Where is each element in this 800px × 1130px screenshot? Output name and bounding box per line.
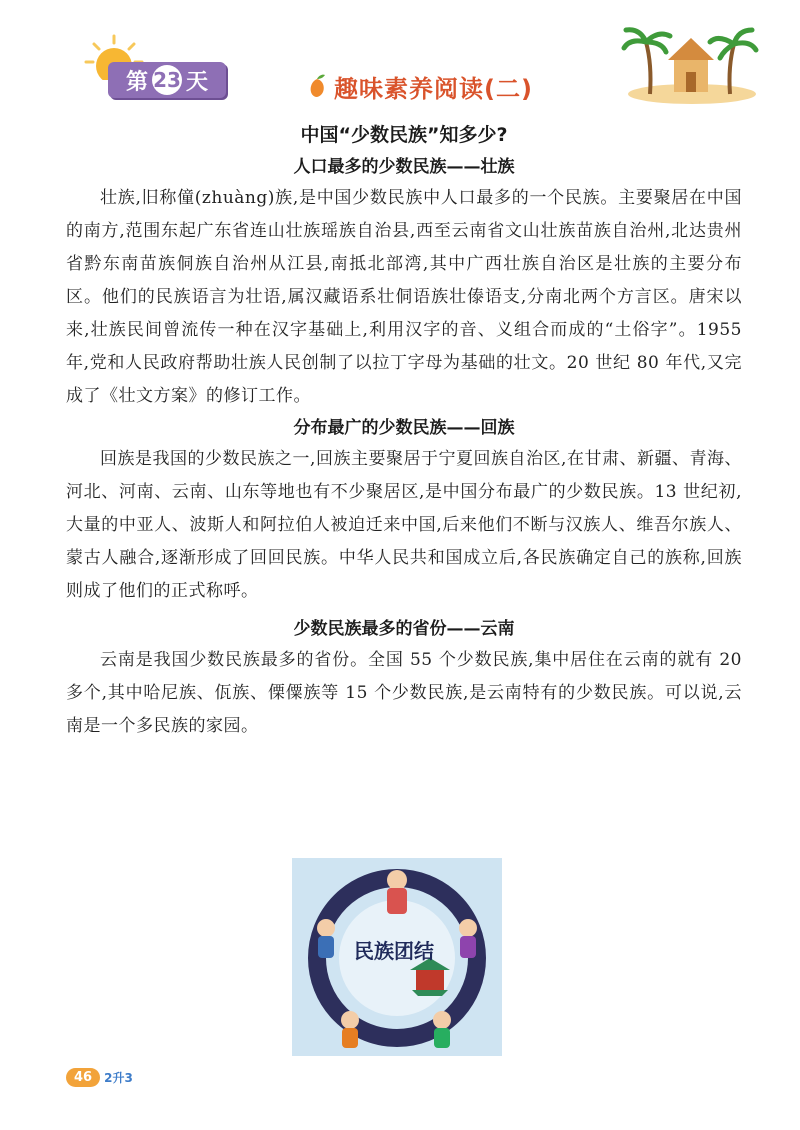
section-paragraph: 回族是我国的少数民族之一,回族主要聚居于宁夏回族自治区,在甘肃、新疆、青海、河北、河南、云南、山东等地也有不少聚居区,是中国分布最广的少数民族。13 世纪初,大量的中亚人、波斯人和阿拉伯人被迫迁来中国,后来他们不断与汉族人、维吾尔族人、蒙古人融合,逐渐形成了回回民族。中华人民共和国成立后,各民族确定自己的族称,回族则成了他们的正式称呼。: [66, 449, 742, 601]
page-number: 46: [66, 1068, 100, 1087]
day-suffix: 天: [186, 69, 209, 95]
day-label: [108, 62, 226, 98]
page-footer: [66, 1068, 133, 1087]
section-paragraph: 壮族,旧称僮(zhuàng)族,是中国少数民族中人口最多的一个民族。主要聚居在中国的南方,范围东起广东省连山壮族瑶族自治县,西至云南省文山壮族苗族自治州,北达贵州省黔东南苗族侗族自治州从江县,南抵北部湾,其中广西壮族自治区是壮族的主要分布区。他们的民族语言为壮语,属汉藏语系壮侗语族壮傣语支,分南北两个方言区。唐宋以来,壮族民间曾流传一种在汉字基础上,利用汉字的音、义组合而成的“土俗字”。1955 年,党和人民政府帮助壮族人民创制了以拉丁字母为基础的壮文。20 世纪 80 年代,又完成了《壮文方案》的修订工作。: [66, 188, 742, 406]
grade-label: 2升3: [104, 1071, 133, 1085]
figure-top: [387, 870, 407, 914]
article-title: 中国“少数民族”知多少?: [300, 124, 508, 146]
figure-bottom-right: [433, 1011, 451, 1048]
section-title: 趣味素养阅读(二): [334, 74, 533, 103]
mango-icon: [306, 73, 328, 99]
day-badge: [84, 30, 234, 110]
article: [66, 118, 742, 743]
section-heading: 分布最广的少数民族——回族: [293, 418, 515, 438]
section-header: [306, 66, 533, 106]
illustration-art: [292, 858, 502, 1056]
ethnic-unity-illustration: [292, 858, 502, 1056]
section-heading: 人口最多的少数民族——壮族: [293, 157, 515, 177]
illustration-caption: 民族团结: [354, 939, 434, 963]
figure-left: [317, 919, 335, 958]
day-prefix: 第: [125, 69, 148, 95]
section-heading: 少数民族最多的省份——云南: [293, 619, 515, 639]
section-paragraph: 云南是我国少数民族最多的省份。全国 55 个少数民族,集中居住在云南的就有 20 多个,其中哈尼族、佤族、傈僳族等 15 个少数民族,是云南特有的少数民族。可以说,云南是一个多民族的家园。: [66, 650, 742, 736]
figure-right: [459, 919, 477, 958]
day-number: 23: [152, 65, 182, 95]
figure-bottom-left: [341, 1011, 359, 1048]
palm-hut-icon: [620, 24, 760, 104]
